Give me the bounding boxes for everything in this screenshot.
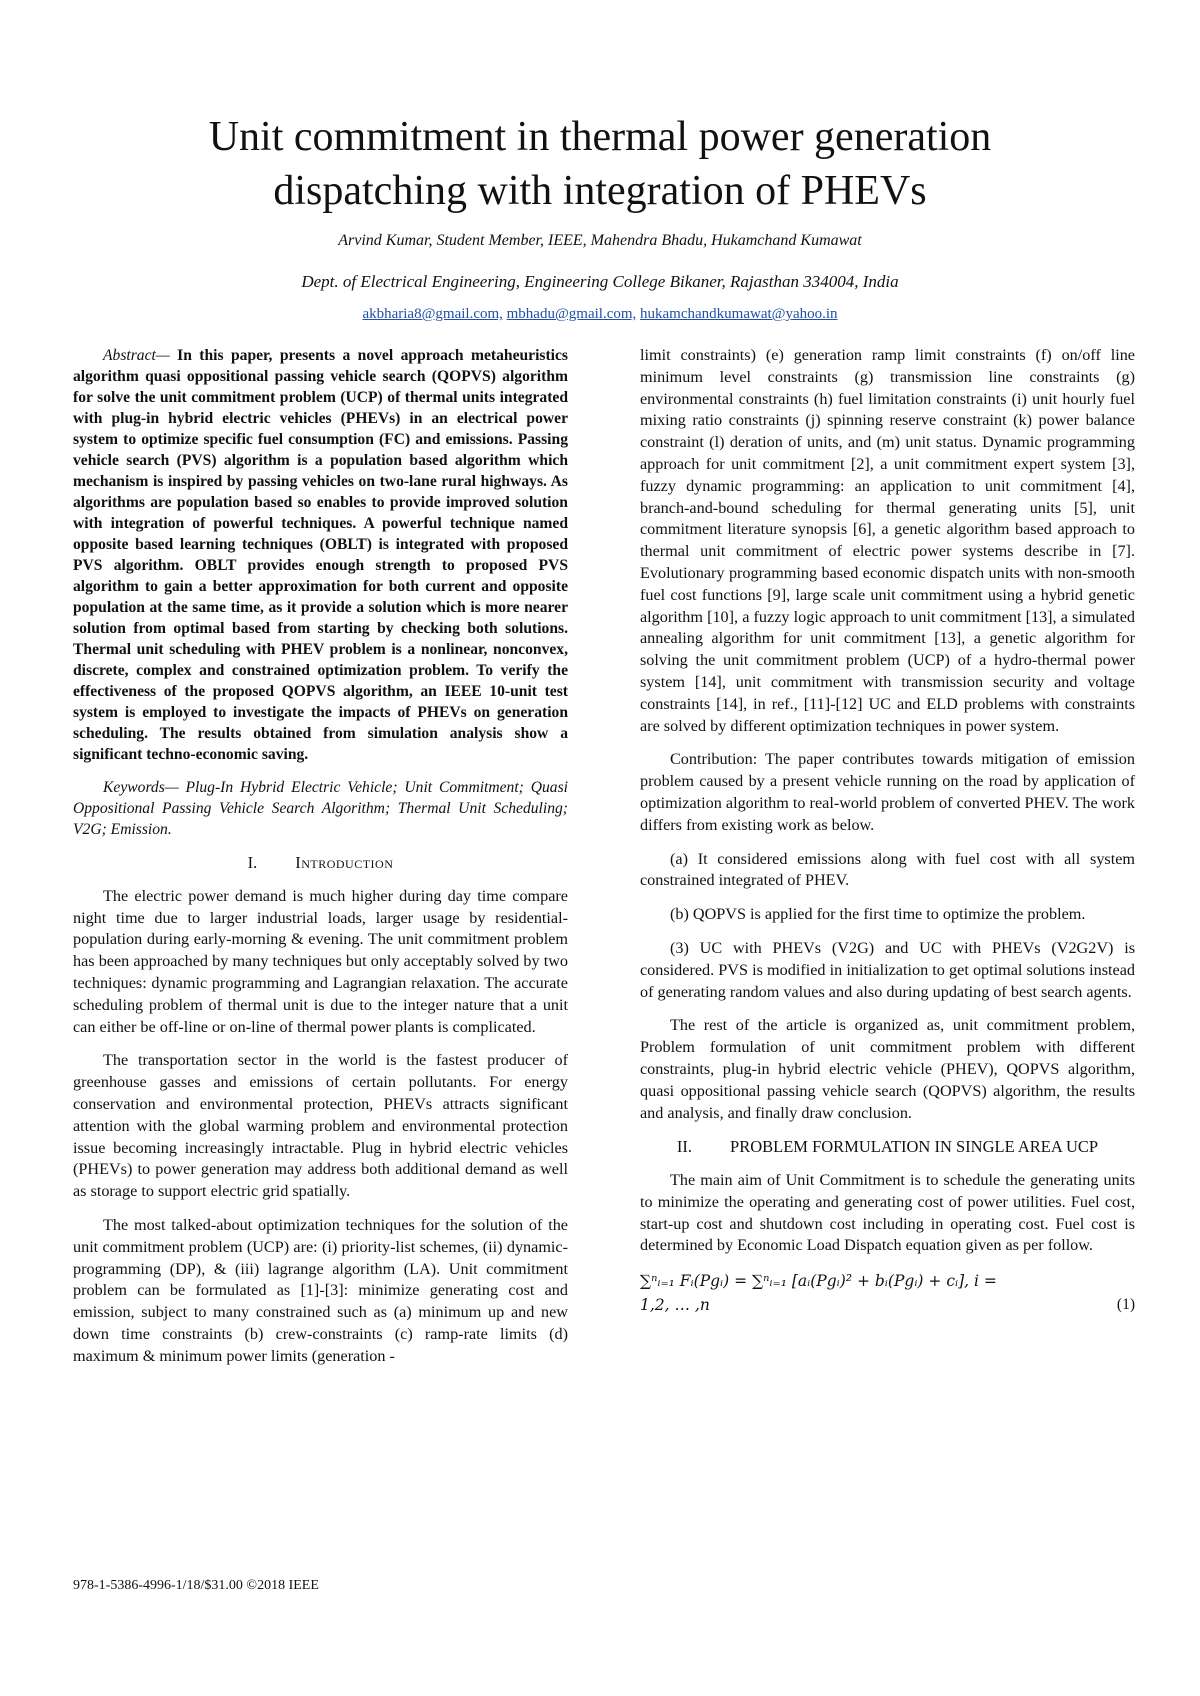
paragraph: The most talked-about optimization techniques for the solution of the unit commitment problem (UCP) are: (i) priority-list schemes, (ii) dynamic-programming (DP), & (iii) lagrange algorithm (LA). Unit commitment problem can be formulated as [1]-[3]: minimize generating cost and emission, subject to many constrained such as (a) minimum up and new down time constraints (b) crew-constraints (c) ramp-rate limits (d) maximum & minimum power limits (generation -	[73, 1215, 568, 1365]
paragraph: The main aim of Unit Commitment is to schedule the generating units to minimize the operating and generating cost of power utilities. Fuel cost, start-up cost and shutdown cost including in operating cost. Fuel cost is determined by Economic Load Dispatch equation given as per follow.	[640, 1171, 1135, 1255]
left-column	[73, 345, 568, 1380]
abstract	[73, 345, 568, 765]
right-column	[640, 345, 1135, 1317]
abstract-text: In this paper, presents a novel approach metaheuristics algorithm quasi oppositional passing vehicle search (QOPVS) algorithm for solve the unit commitment problem (UCP) of thermal units integrated with plug-in hybrid electric vehicles (PHEVs) in an electrical power system to optimize specific fuel consumption (FC) and emissions. Passing vehicle search (PVS) algorithm is a population based algorithm which mechanism is inspired by passing vehicles on two-lane rural highways. As algorithms are population based so enables to provide improved solution with integration of powerful techniques. A powerful technique named opposite based learning techniques (OBLT) is integrated with proposed PVS algorithm. OBLT provides enough strength to proposed PVS algorithm to gain a better approximation for both current and opposite population at the same time, as it provide a solution which is more nearer solution from optimal based from starting by checking both solutions. Thermal unit scheduling with PHEV problem is a nonlinear, nonconvex, discrete, complex and constrained optimization problem. To verify the effectiveness of the proposed QOPVS algorithm, an IEEE 10-unit test system is employed to investigate the impacts of PHEVs on generation scheduling. The results obtained from simulation analysis show a significant techno-economic saving.	[73, 347, 568, 763]
email-link[interactable]: mbhadu@gmail.com,	[506, 306, 637, 322]
equation-line-2	[640, 1293, 1135, 1317]
section-number: I.	[247, 853, 258, 872]
paragraph: (b) QOPVS is applied for the first time to optimize the problem.	[670, 905, 1086, 924]
section-title: PROBLEM FORMULATION IN SINGLE AREA UCP	[730, 1137, 1099, 1157]
email-list	[60, 306, 1140, 323]
section-heading-problem-formulation	[640, 1136, 1135, 1158]
section-number: II.	[676, 1137, 693, 1157]
paragraph: limit constraints) (e) generation ramp limit constraints (f) on/off line minimum level constraints (g) transmission line constraints (g) environmental constraints (h) fuel limitation constraints (i) unit hourly fuel mixing ratio constraints (j) spinning reserve constraint (k) power balance constraint (l) deration of units, and (m) unit status. Dynamic programming approach for unit commitment [2], a unit commitment expert system [3], fuzzy dynamic programming: an application to unit commitment [4], branch-and-bound scheduling for thermal generating units [5], unit commitment literature synopsis [6], a genetic algorithm based approach to thermal unit commitment of electric power systems describe in [7]. Evolutionary programming based economic dispatch units with non-smooth fuel cost functions [9], large scale unit commitment using a hybrid genetic algorithm [10], a fuzzy logic approach to unit commitment [13], a simulated annealing algorithm for unit commitment [13], a genetic algorithm for solving the unit commitment problem (UCP) of a hydro-thermal power system [14], unit commitment with transmission security and voltage constraints [14], in ref., [11]-[12] UC and ELD problems with constraints are solved by different optimization techniques in power system.	[640, 346, 1135, 735]
paragraph: Contribution: The paper contributes towards mitigation of emission problem caused by a present vehicle running on the road by application of optimization algorithm to real-world problem of converted PHEV. The work differs from existing work as below.	[640, 750, 1135, 834]
email-link[interactable]: akbharia8@gmail.com,	[362, 306, 503, 322]
keywords: Keywords— Plug-In Hybrid Electric Vehicle; Unit Commitment; Quasi Oppositional Passing Vehicle Search Algorithm; Thermal Unit Scheduling; V2G; Emission.	[73, 779, 568, 838]
author-list: Arvind Kumar, Student Member, IEEE, Mahendra Bhadu, Hukamchand Kumawat	[338, 232, 862, 249]
paper-title	[60, 110, 1140, 218]
email-link[interactable]: hukamchandkumawat@yahoo.in	[640, 306, 838, 322]
equation-line: ∑ⁿᵢ₌₁ Fᵢ(Pgᵢ) = ∑ⁿᵢ₌₁ [aᵢ(Pgᵢ)² + bᵢ(Pgᵢ) + cᵢ], i =	[640, 1272, 997, 1291]
title-line-2: dispatching with integration of PHEVs	[273, 168, 927, 214]
equation-index-range: 1,2, … ,n	[640, 1296, 710, 1315]
copyright-footer: 978-1-5386-4996-1/18/$31.00 ©2018 IEEE	[73, 1578, 319, 1593]
equation-1	[640, 1269, 1135, 1317]
section-heading-introduction	[73, 852, 568, 874]
paragraph: The electric power demand is much higher during day time compare night time due to larger industrial loads, larger usage by residential-population during early-morning & evening. The unit commitment problem has been approached by many techniques but only acceptably solved by two techniques: dynamic programming and Lagrangian relaxation. The accurate scheduling problem of thermal unit is due to the integer nature that a unit can either be off-line or on-line of thermal power plants is complicated.	[73, 886, 568, 1036]
section-title: Introduction	[295, 853, 394, 872]
paragraph: The transportation sector in the world is the fastest producer of greenhouse gasses and emissions of certain pollutants. For energy conservation and environmental protection, PHEVs attracts significant attention with the global warming problem and environmental protection issue becoming increasingly intractable. Plug in hybrid electric vehicles (PHEVs) to power generation may address both additional demand as well as storage to support electric grid spatially.	[73, 1051, 568, 1201]
paragraph: (3) UC with PHEVs (V2G) and UC with PHEVs (V2G2V) is considered. PVS is modified in initialization to get optimal solutions instead of generating random values and also during updating of best search agents.	[640, 938, 1135, 1001]
paragraph: (a) It considered emissions along with fuel cost with all system constrained integrated of PHEV.	[640, 849, 1135, 890]
abstract-label: Abstract—	[103, 347, 170, 364]
title-line-1: Unit commitment in thermal power generation	[208, 114, 992, 160]
affiliation: Dept. of Electrical Engineering, Engineering College Bikaner, Rajasthan 334004, India	[301, 272, 899, 291]
paragraph: The rest of the article is organized as, unit commitment problem, Problem formulation of unit commitment problem with different constraints, plug-in hybrid electric vehicle (PHEV), QOPVS algorithm, quasi oppositional passing vehicle search (QOPVS) algorithm, the results and analysis, and finally draw conclusion.	[640, 1016, 1135, 1122]
equation-number: (1)	[1116, 1296, 1135, 1314]
